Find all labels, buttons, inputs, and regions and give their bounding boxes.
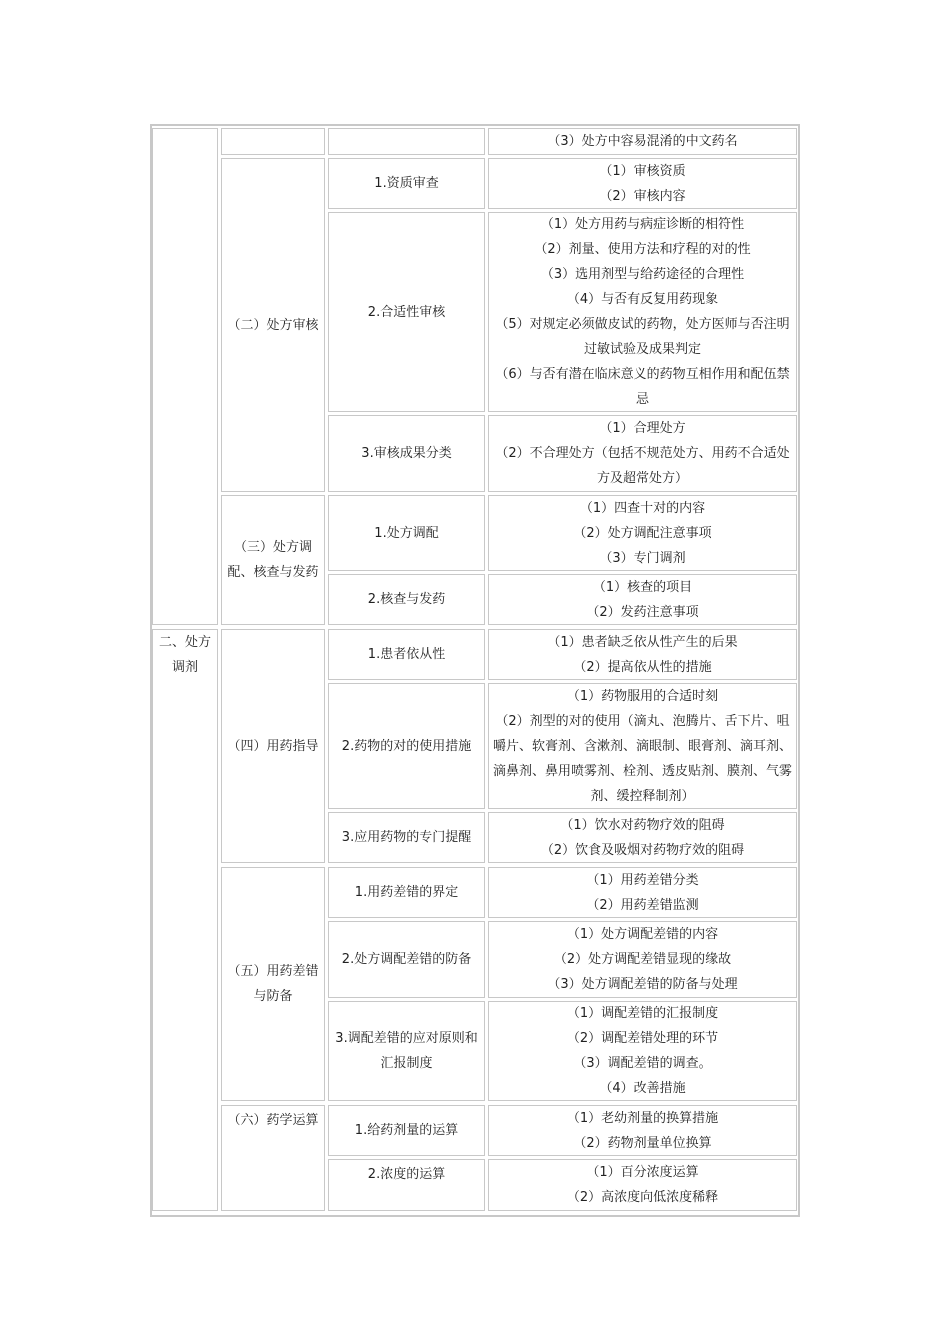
subsection-cell [221, 1105, 325, 1211]
point-text: （3）处方中容易混淆的中文药名 [547, 134, 738, 149]
point-text: （1）调配差错的汇报制度 [566, 1006, 719, 1021]
point-text: （1）审核资质 [599, 163, 686, 179]
point-text: （1）合理处方 [599, 421, 686, 436]
topic-label: 3.应用药物的专门提醒 [341, 830, 472, 845]
topic-cell [328, 867, 485, 918]
point-text: （3）调配差错的调查。 [573, 1056, 712, 1071]
topic-cell [328, 812, 485, 863]
subsection-label: （五）用药差错与防备 [227, 964, 319, 1004]
section-cell [152, 629, 218, 1211]
point-text: （2）剂量、使用方法和疗程的对的性 [534, 242, 751, 257]
points-cell [488, 683, 797, 809]
subsection-cell [221, 158, 325, 492]
topic-label: 1.资质审查 [374, 176, 439, 191]
points-cell [488, 1105, 797, 1156]
point-text: （2）剂型的对的使用（滴丸、泡腾片、舌下片、咀嚼片、软膏剂、含漱剂、滴眼制、眼膏剂、滴耳剂、滴鼻剂、鼻用喷雾剂、栓剂、透皮贴剂、膜剂、气雾剂、缓控释制剂） [492, 713, 792, 804]
subsection-cell [221, 128, 325, 155]
point-text: （1）药物服用的合适时刻 [566, 688, 719, 704]
subsection-label: （六）药学运算 [227, 1113, 319, 1128]
subsection-label: （三）处方调配、核查与发药 [227, 540, 319, 580]
points-cell [488, 158, 797, 209]
points-cell [488, 1159, 797, 1211]
topic-cell [328, 495, 485, 571]
points-cell [488, 867, 797, 918]
topic-label: 2.处方调配差错的防备 [341, 952, 472, 967]
topic-label: 1.用药差错的界定 [354, 885, 459, 900]
point-text: （1）老幼剂量的换算措施 [566, 1110, 719, 1126]
subsection-label: （二）处方审核 [227, 317, 319, 333]
topic-cell [328, 158, 485, 209]
point-text: （2）处方调配注意事项 [573, 525, 712, 541]
points-cell [488, 415, 797, 492]
topic-label: 2.核查与发药 [367, 592, 446, 607]
points-cell [488, 212, 797, 412]
topic-cell [328, 128, 485, 155]
point-text: （3）选用剂型与给药途径的合理性 [540, 267, 745, 282]
point-text: （1）核查的项目 [592, 579, 693, 595]
topic-label: 1.给药剂量的运算 [354, 1123, 459, 1138]
topic-cell [328, 1159, 485, 1211]
points-cell [488, 812, 797, 863]
points-cell [488, 128, 797, 155]
points-cell [488, 495, 797, 571]
topic-cell [328, 683, 485, 809]
topic-label: 3.审核成果分类 [361, 446, 452, 461]
point-text: （2）处方调配差错显现的缘故 [553, 952, 732, 967]
topic-cell [328, 574, 485, 625]
points-cell [488, 921, 797, 998]
point-text: （2）药物剂量单位换算 [573, 1135, 712, 1151]
topic-cell [328, 212, 485, 412]
points-cell [488, 1001, 797, 1101]
points-cell [488, 574, 797, 625]
topic-label: 2.药物的对的使用措施 [341, 738, 472, 754]
topic-label: 3.调配差错的应对原则和汇报制度 [335, 1031, 478, 1071]
subsection-label: （四）用药指导 [227, 738, 319, 754]
point-text: （2）发药注意事项 [586, 604, 699, 620]
point-text: （6）与否有潜在临床意义的药物互相作用和配伍禁忌 [495, 367, 790, 407]
point-text: （2）审核内容 [599, 188, 686, 204]
subsection-cell [221, 495, 325, 625]
point-text: （4）改善措施 [599, 1081, 686, 1096]
point-text: （2）饮食及吸烟对药物疗效的阻碍 [540, 842, 745, 858]
point-text: （3）专门调剂 [599, 550, 686, 566]
topic-cell [328, 415, 485, 492]
point-text: （1）患者缺乏依从性产生的后果 [547, 634, 738, 650]
subsection-cell [221, 867, 325, 1101]
point-text: （2）提高依从性的措施 [573, 659, 712, 675]
point-text: （2）调配差错处理的环节 [566, 1031, 719, 1046]
point-text: （2）高浓度向低浓度稀释 [566, 1190, 719, 1205]
point-text: （3）处方调配差错的防备与处理 [547, 977, 738, 992]
topic-label: 2.浓度的运算 [367, 1167, 446, 1182]
section-cell [152, 128, 218, 625]
topic-cell [328, 629, 485, 680]
point-text: （4）与否有反复用药现象 [566, 292, 719, 307]
point-text: （1）四查十对的内容 [579, 500, 706, 516]
topic-cell [328, 921, 485, 998]
point-text: （1）处方调配差错的内容 [566, 927, 719, 942]
topic-cell [328, 1001, 485, 1101]
subsection-cell [221, 629, 325, 863]
point-text: （1）用药差错分类 [586, 872, 699, 888]
point-text: （1）饮水对药物疗效的阻碍 [560, 817, 725, 833]
points-cell [488, 629, 797, 680]
point-text: （2）用药差错监测 [586, 897, 699, 913]
syllabus-table [150, 124, 800, 1217]
point-text: （1）百分浓度运算 [586, 1165, 699, 1180]
section-label: 二、处方调剂 [158, 635, 211, 675]
topic-cell [328, 1105, 485, 1156]
topic-label: 1.处方调配 [374, 525, 439, 541]
topic-label: 2.合适性审核 [367, 304, 446, 320]
point-text: （5）对规定必须做皮试的药物，处方医师与否注明过敏试验及成果判定 [495, 317, 790, 357]
point-text: （1）处方用药与病症诊断的相符性 [540, 217, 745, 232]
topic-label: 1.患者依从性 [367, 647, 446, 662]
point-text: （2）不合理处方（包括不规范处方、用药不合适处方及超常处方） [495, 446, 790, 486]
